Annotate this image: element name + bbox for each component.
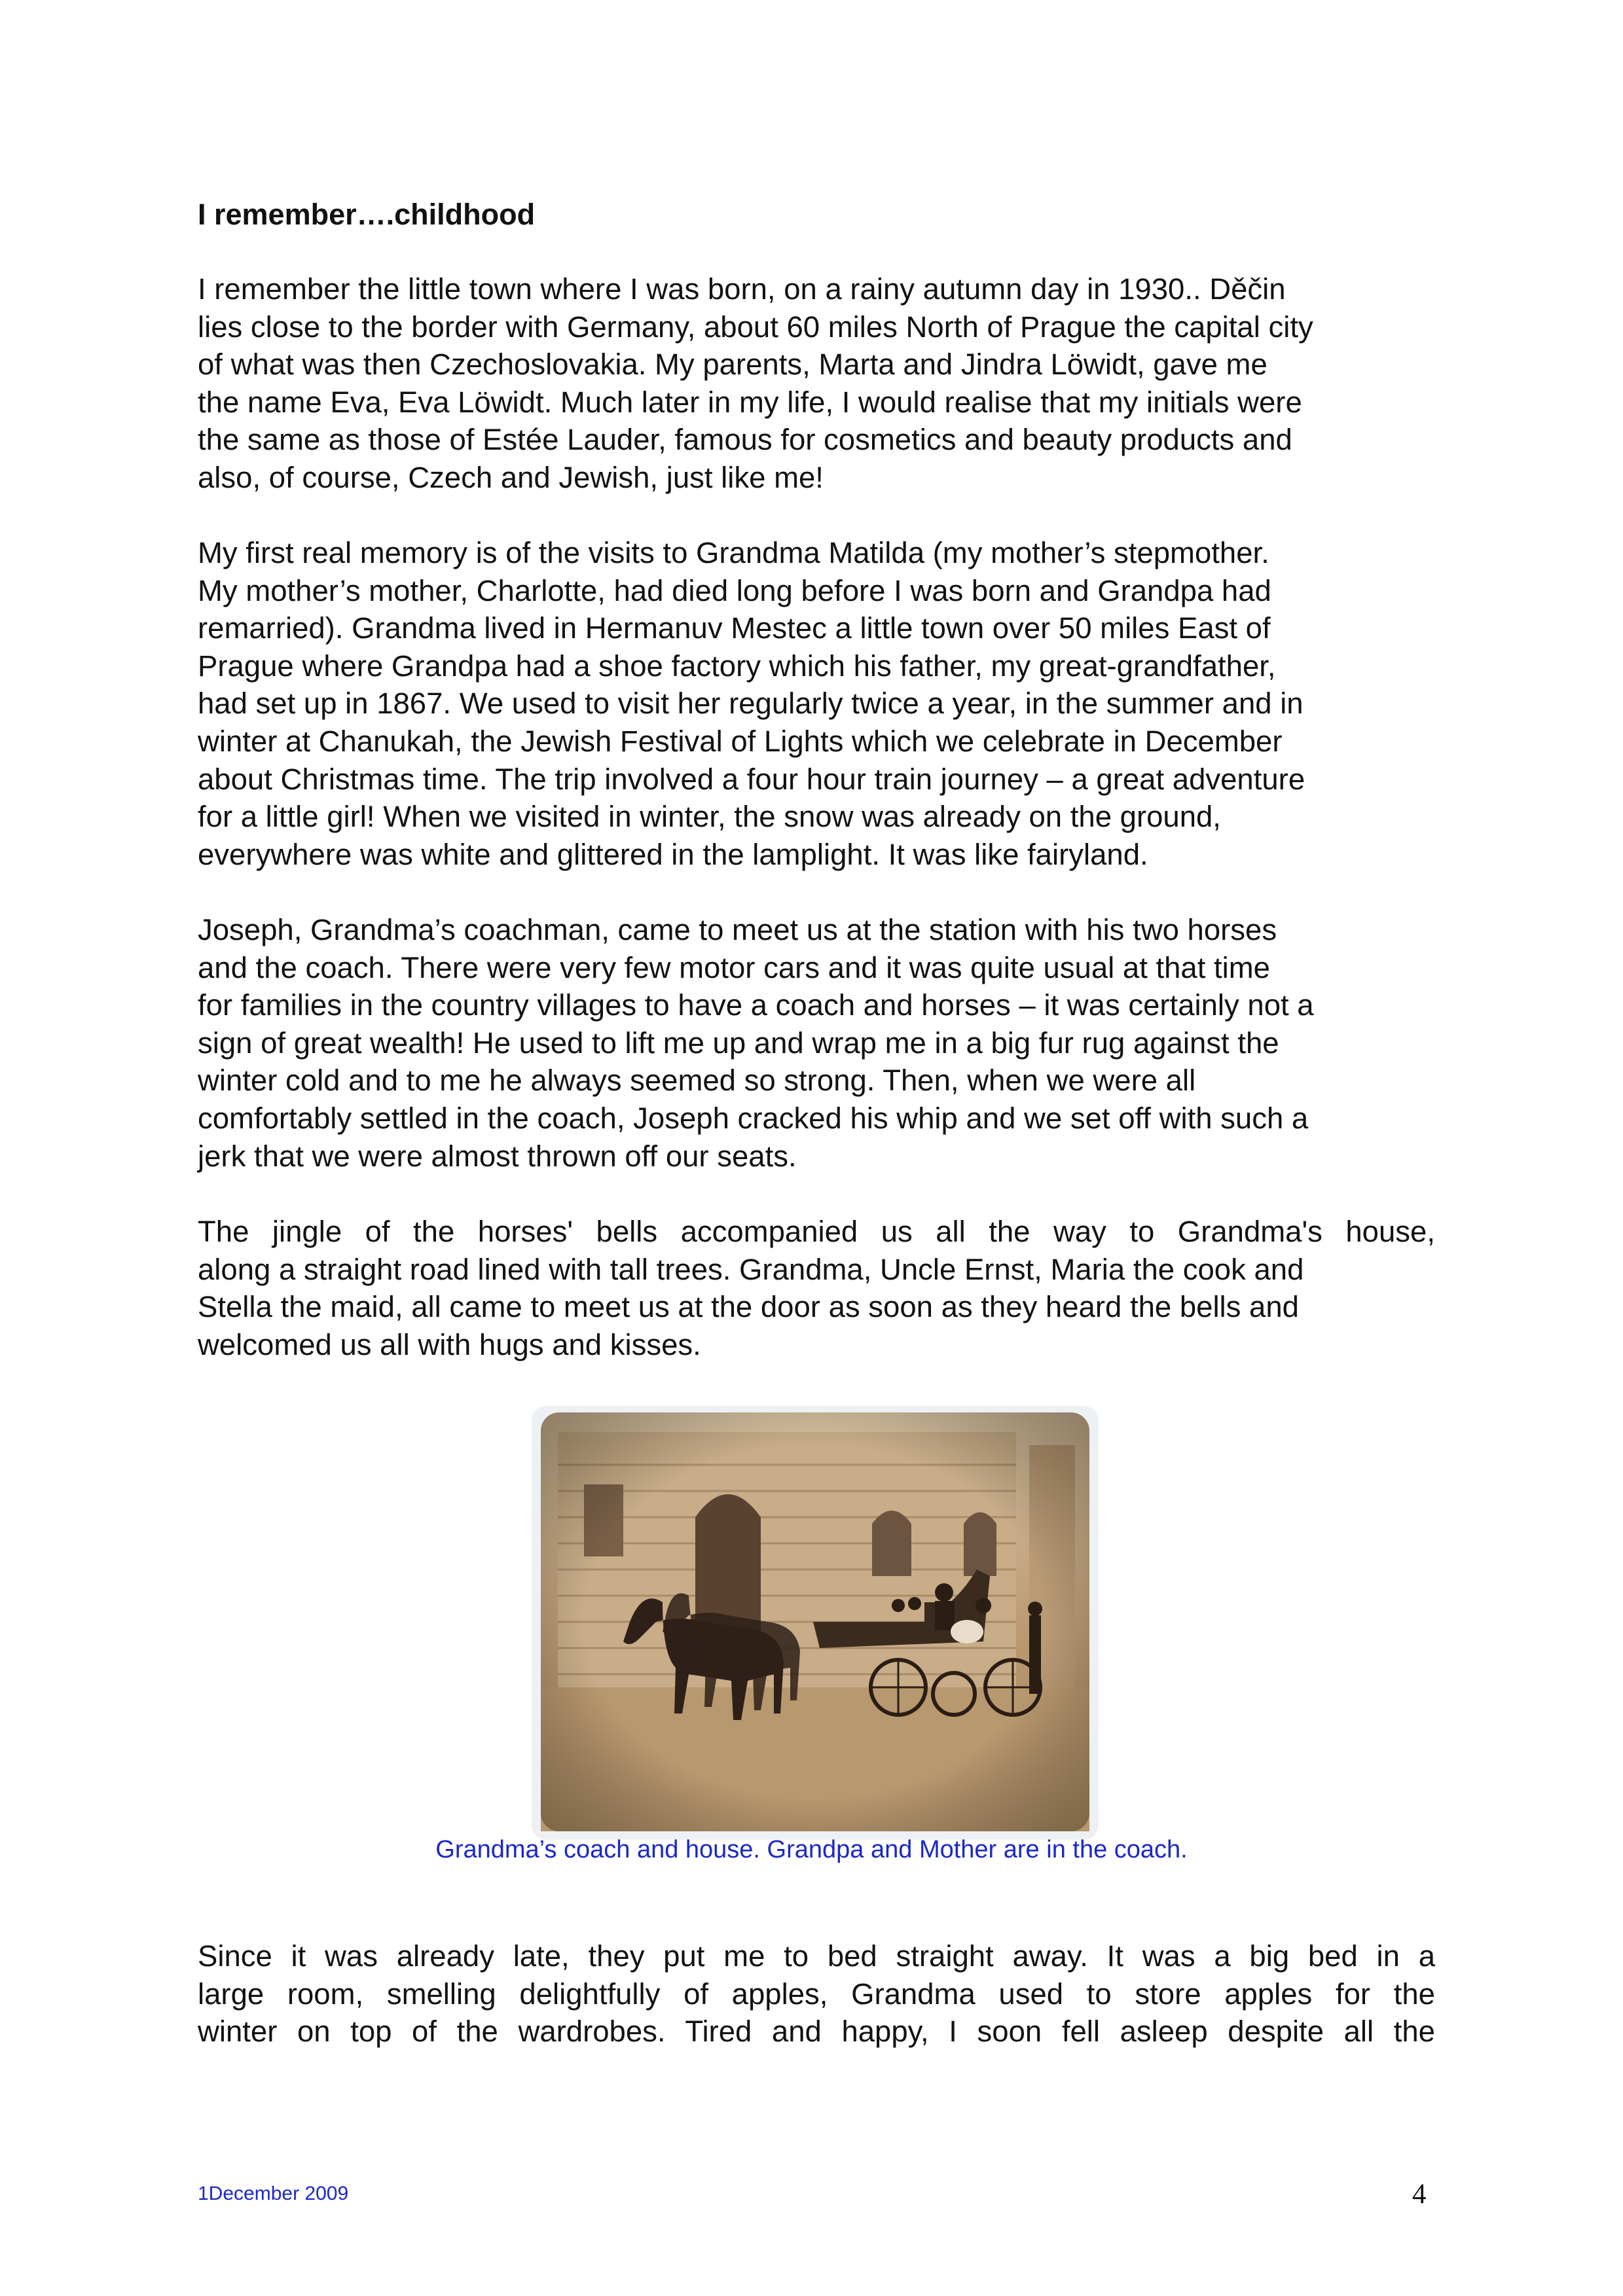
text-line: sign of great wealth! He used to lift me up and wrap me in a big fur rug against the: [198, 1026, 1279, 1060]
text-line: for families in the country villages to have a coach and horses – it was certainly not a: [198, 988, 1314, 1022]
text-line: Joseph, Grandma’s coachman, came to meet us at the station with his two horses: [198, 913, 1277, 946]
text-line: for a little girl! When we visited in winter, the snow was already on the ground,: [198, 800, 1221, 834]
section-heading: I remember….childhood: [198, 198, 536, 231]
text-line: comfortably settled in the coach, Joseph cracked his whip and we set off with such a: [198, 1101, 1309, 1135]
text-line: Prague where Grandpa had a shoe factory which his father, my great-grandfather,: [198, 649, 1276, 683]
text-line: I remember the little town where I was born, on a rainy autumn day in 1930.. Děčin: [198, 272, 1286, 306]
text-line: winter cold and to me he always seemed so strong. Then, when we were all: [198, 1064, 1196, 1098]
text-line: about Christmas time. The trip involved a four hour train journey – a great adventure: [198, 762, 1305, 796]
text-line: remarried). Grandma lived in Hermanuv Mestec a little town over 50 miles East of: [198, 611, 1271, 645]
footer-date: 1December 2009: [198, 2183, 349, 2204]
paragraph: [198, 1213, 1435, 1363]
text-line: large room, smelling delightfully of apples, Grandma used to store apples for the: [198, 1977, 1435, 2011]
page-number: 4: [1412, 2179, 1427, 2210]
text-line: The jingle of the horses' bells accompanied us all the way to Grandma's house,: [198, 1215, 1435, 1248]
text-line: along a straight road lined with tall trees. Grandma, Uncle Ernst, Maria the cook and: [198, 1252, 1304, 1286]
text-line: also, of course, Czech and Jewish, just like me!: [198, 460, 824, 494]
text-line: everywhere was white and glittered in the lamplight. It was like fairyland.: [198, 837, 1148, 871]
paragraph: [198, 270, 1435, 497]
text-line: the same as those of Estée Lauder, famous for cosmetics and beauty products and: [198, 423, 1292, 457]
text-line: winter on top of the wardrobes. Tired and happy, I soon fell asleep despite all the: [198, 2015, 1435, 2049]
paragraph: [198, 911, 1435, 1175]
text-line: Stella the maid, all came to meet us at the door as soon as they heard the bells and: [198, 1290, 1299, 1324]
coach-photo: [532, 1406, 1099, 1840]
photo-caption: Grandma’s coach and house. Grandpa and Mother are in the coach.: [435, 1836, 1188, 1863]
text-line: had set up in 1867. We used to visit her regularly twice a year, in the summer and in: [198, 687, 1304, 721]
text-line: winter at Chanukah, the Jewish Festival of Lights which we celebrate in December: [198, 724, 1283, 758]
text-line: of what was then Czechoslovakia. My parents, Marta and Jindra Löwidt, gave me: [198, 348, 1267, 382]
text-line: welcomed us all with hugs and kisses.: [198, 1327, 701, 1361]
text-line: My mother’s mother, Charlotte, had died long before I was born and Grandpa had: [198, 573, 1271, 607]
text-line: lies close to the border with Germany, about 60 miles North of Prague the capital city: [198, 310, 1313, 344]
paragraph: [198, 1937, 1435, 2051]
text-line: Since it was already late, they put me to bed straight away. It was a big bed in a: [198, 1939, 1435, 1973]
text-line: the name Eva, Eva Löwidt. Much later in my life, I would realise that my initials were: [198, 385, 1302, 419]
paragraph: [198, 534, 1435, 873]
text-line: jerk that we were almost thrown off our seats.: [198, 1139, 797, 1173]
text-line: My first real memory is of the visits to Grandma Matilda (my mother’s stepmother.: [198, 536, 1269, 569]
text-line: and the coach. There were very few motor cars and it was quite usual at that time: [198, 950, 1270, 984]
